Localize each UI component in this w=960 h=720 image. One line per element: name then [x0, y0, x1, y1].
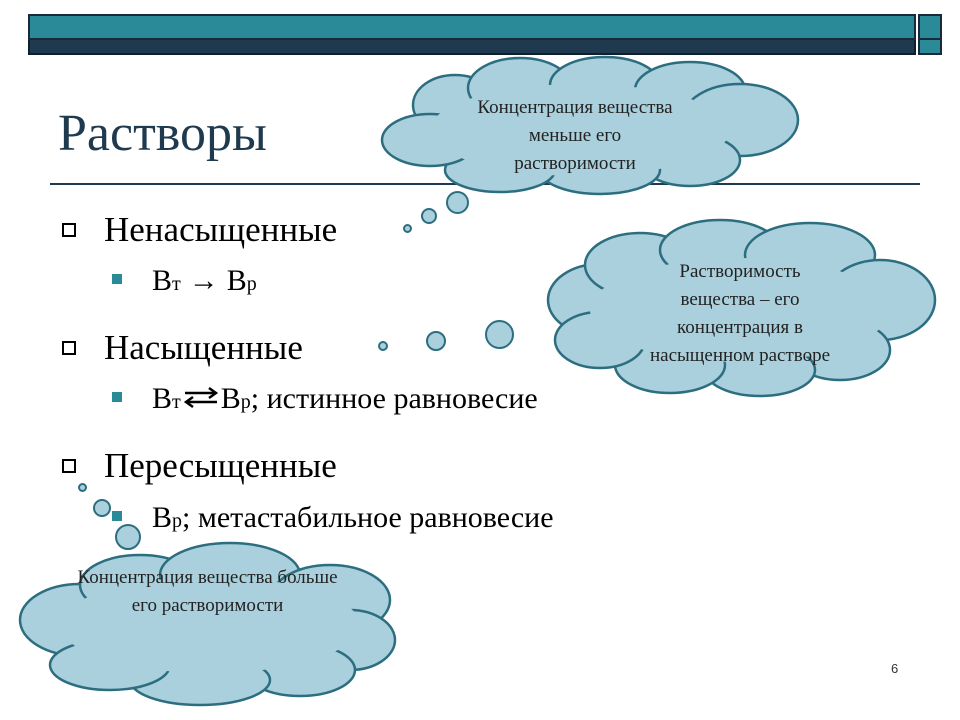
bubble-bottom-2 [93, 499, 111, 517]
hollow-square-bullet-icon [62, 459, 76, 473]
right-arrow-icon: → [188, 264, 219, 297]
hollow-square-bullet-icon [62, 341, 76, 355]
cloud-right-line: концентрация в [677, 317, 803, 338]
bullet-label: Ненасыщенные [104, 210, 338, 249]
bubble-top-2 [421, 208, 437, 224]
formula-supersaturated: В р ; метастабильное равновесие [112, 503, 554, 533]
bubble-bottom-1 [78, 483, 87, 492]
formula-b1: В [152, 264, 173, 297]
square-bullet-icon [112, 274, 122, 284]
bubble-top-1 [403, 224, 412, 233]
bullet-unsaturated [62, 212, 337, 247]
bubble-right-3 [485, 320, 514, 349]
cloud-bottom-line: Концентрация вещества больше [77, 567, 338, 588]
equilibrium-arrows-icon [181, 386, 221, 408]
cloud-bottom-line: его растворимости [131, 595, 284, 616]
cloud-top-line: растворимости [514, 153, 636, 174]
bubble-top-3 [446, 191, 469, 214]
formula-saturated: В т В р ; истинное равновесие [112, 384, 538, 414]
square-bullet-icon [112, 511, 122, 521]
bubble-right-1 [378, 341, 388, 351]
formula-b1: В [152, 382, 173, 415]
slide-title: Растворы [58, 105, 267, 162]
formula-b2: В [220, 382, 241, 415]
bullet-supersaturated [62, 448, 337, 483]
cloud-top-line: меньше его [528, 125, 622, 146]
square-bullet-icon [112, 392, 122, 402]
cloud-right-text [600, 258, 880, 370]
formula-b2: В [226, 264, 247, 297]
formula-unsaturated: В т → В р [112, 266, 257, 296]
bubble-right-2 [426, 331, 446, 351]
bullet-label: Насыщенные [104, 328, 303, 367]
cloud-top-text [440, 94, 710, 178]
formula-b1: В [152, 501, 173, 534]
hollow-square-bullet-icon [62, 223, 76, 237]
page-number: 6 [891, 661, 899, 676]
bullet-saturated [62, 330, 303, 365]
cloud-bottom-text [30, 564, 385, 620]
cloud-right-line: насыщенном растворе [649, 345, 831, 366]
bullet-label: Пересыщенные [104, 446, 337, 485]
formula-rest: ; истинное равновесие [250, 382, 538, 415]
cloud-top-line: Концентрация вещества [477, 97, 673, 118]
formula-rest: ; метастабильное равновесие [182, 501, 554, 534]
cloud-right-line: вещества – его [680, 289, 800, 310]
cloud-right-line: Растворимость [679, 261, 801, 282]
